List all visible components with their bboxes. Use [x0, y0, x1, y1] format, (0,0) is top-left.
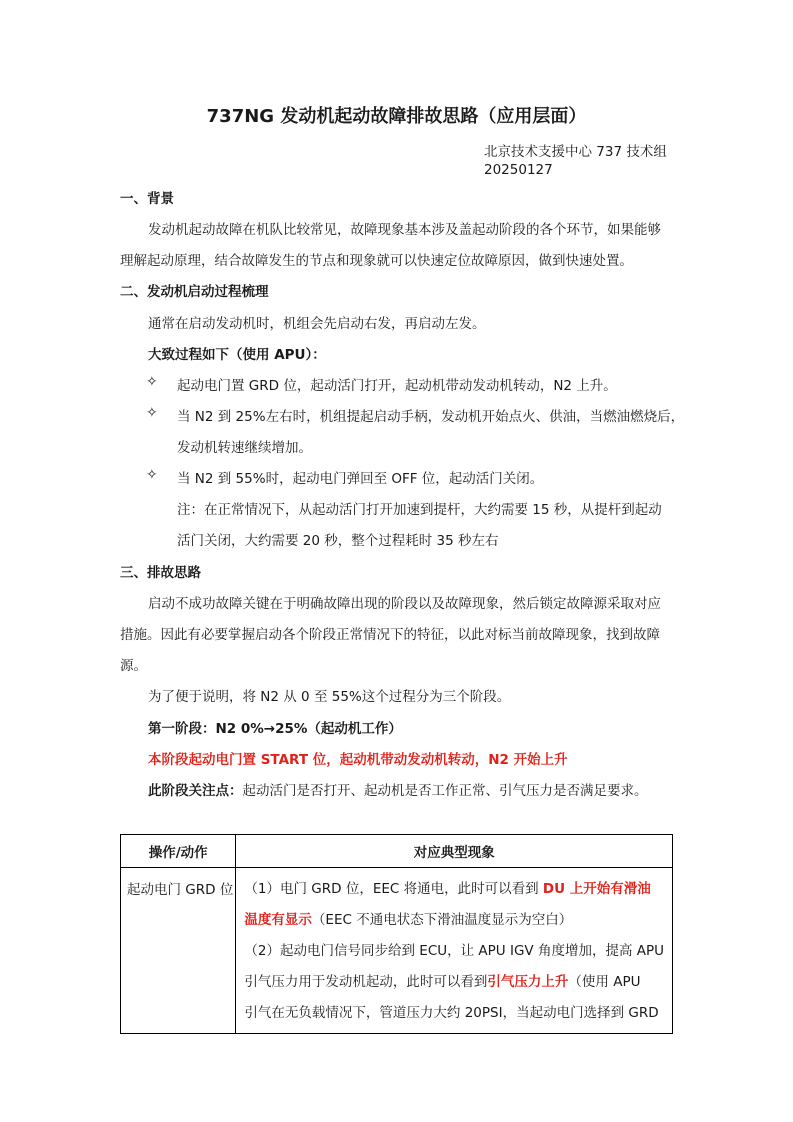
table-header-row: [121, 835, 673, 868]
table-header-action: 操作/动作: [121, 835, 236, 868]
section-heading-background: 一、背景: [120, 191, 174, 207]
table-cell-phenomenon: [236, 868, 673, 1034]
phenomenon-2-line-3: 引气在无负载情况下，管道压力大约 20PSI，当起动电门选择到 GRD: [244, 1005, 659, 1021]
table-cell-action: 起动电门 GRD 位: [121, 868, 236, 1034]
table-header-phenomenon: 对应典型现象: [236, 835, 673, 868]
process-intro: 通常在启动发动机时，机组会先启动右发，再启动左发。: [148, 316, 486, 332]
stage-division-text: 为了便于说明，将 N2 从 0 至 55%这个过程分为三个阶段。: [148, 689, 511, 705]
phenomenon-2-line-1: （2）起动电门信号同步给到 ECU，让 APU IGV 角度增加，提高 APU: [244, 943, 664, 959]
phenomenon-1-text: （1）电门 GRD 位，EEC 将通电，此时可以看到: [244, 881, 543, 897]
phenomenon-2-highlight: 引气压力上升: [487, 974, 569, 990]
phenomenon-2-text: 引气压力用于发动机起动，此时可以看到: [244, 974, 488, 990]
diamond-bullet-icon: ✧: [146, 405, 158, 421]
process-step-2-line-2: 发动机转速继续增加。: [177, 440, 312, 456]
date-line: 20250127: [484, 162, 553, 178]
process-note-line-2: 活门关闭，大约需要 20 秒，整个过程耗时 35 秒左右: [177, 533, 499, 549]
troubleshooting-paragraph-line-2: 措施。因此有必要掌握启动各个阶段正常情况下的特征，以此对标当前故障现象，找到故障: [120, 627, 660, 643]
troubleshooting-paragraph-line-3: 源。: [120, 658, 147, 674]
document-title: 737NG 发动机起动故障排故思路（应用层面）: [206, 106, 587, 127]
stage-1-heading: 第一阶段：N2 0%→25%（起动机工作）: [148, 721, 402, 737]
phenomenon-2-tail: （使用 APU: [568, 974, 641, 990]
background-paragraph-line-1: 发动机起动故障在机队比较常见，故障现象基本涉及盖起动阶段的各个环节，如果能够: [148, 222, 661, 238]
author-line: 北京技术支援中心 737 技术组: [484, 144, 667, 160]
phenomenon-1-note: （EEC 不通电状态下滑油温度显示为空白）: [311, 912, 573, 928]
stage-1-focus: [148, 779, 648, 799]
section-heading-troubleshooting: 三、排故思路: [120, 565, 201, 581]
focus-label: 此阶段关注点：: [148, 783, 243, 799]
process-step-1: 起动电门置 GRD 位，起动活门打开，起动机带动发动机转动，N2 上升。: [177, 378, 617, 394]
diamond-bullet-icon: ✧: [146, 374, 158, 390]
process-step-2-line-1: 当 N2 到 25%左右时，机组提起启动手柄，发动机开始点火、供油，当燃油燃烧后，: [177, 409, 685, 425]
background-paragraph-line-2: 理解起动原理，结合故障发生的节点和现象就可以快速定位故障原因，做到快速处置。: [120, 253, 633, 269]
phenomenon-1-highlight: DU 上开始有滑油: [542, 881, 651, 897]
phenomena-table: [120, 834, 673, 1034]
process-note-line-1: 注：在正常情况下，从起动活门打开加速到提杆，大约需要 15 秒，从提杆到起动: [177, 502, 662, 518]
process-subheading: 大致过程如下（使用 APU）：: [148, 347, 326, 363]
process-step-3: 当 N2 到 55%时，起动电门弹回至 OFF 位，起动活门关闭。: [177, 471, 544, 487]
table-row: [121, 868, 673, 1034]
section-heading-process: 二、发动机启动过程梳理: [120, 284, 269, 300]
focus-text: 起动活门是否打开、起动机是否工作正常、引气压力是否满足要求。: [242, 783, 648, 799]
stage-1-description: 本阶段起动电门置 START 位，起动机带动发动机转动，N2 开始上升: [148, 752, 568, 768]
diamond-bullet-icon: ✧: [146, 467, 158, 483]
troubleshooting-paragraph-line-1: 启动不成功故障关键在于明确故障出现的阶段以及故障现象，然后锁定故障源采取对应: [148, 596, 661, 612]
phenomenon-1-highlight-cont: 温度有显示: [244, 912, 312, 928]
